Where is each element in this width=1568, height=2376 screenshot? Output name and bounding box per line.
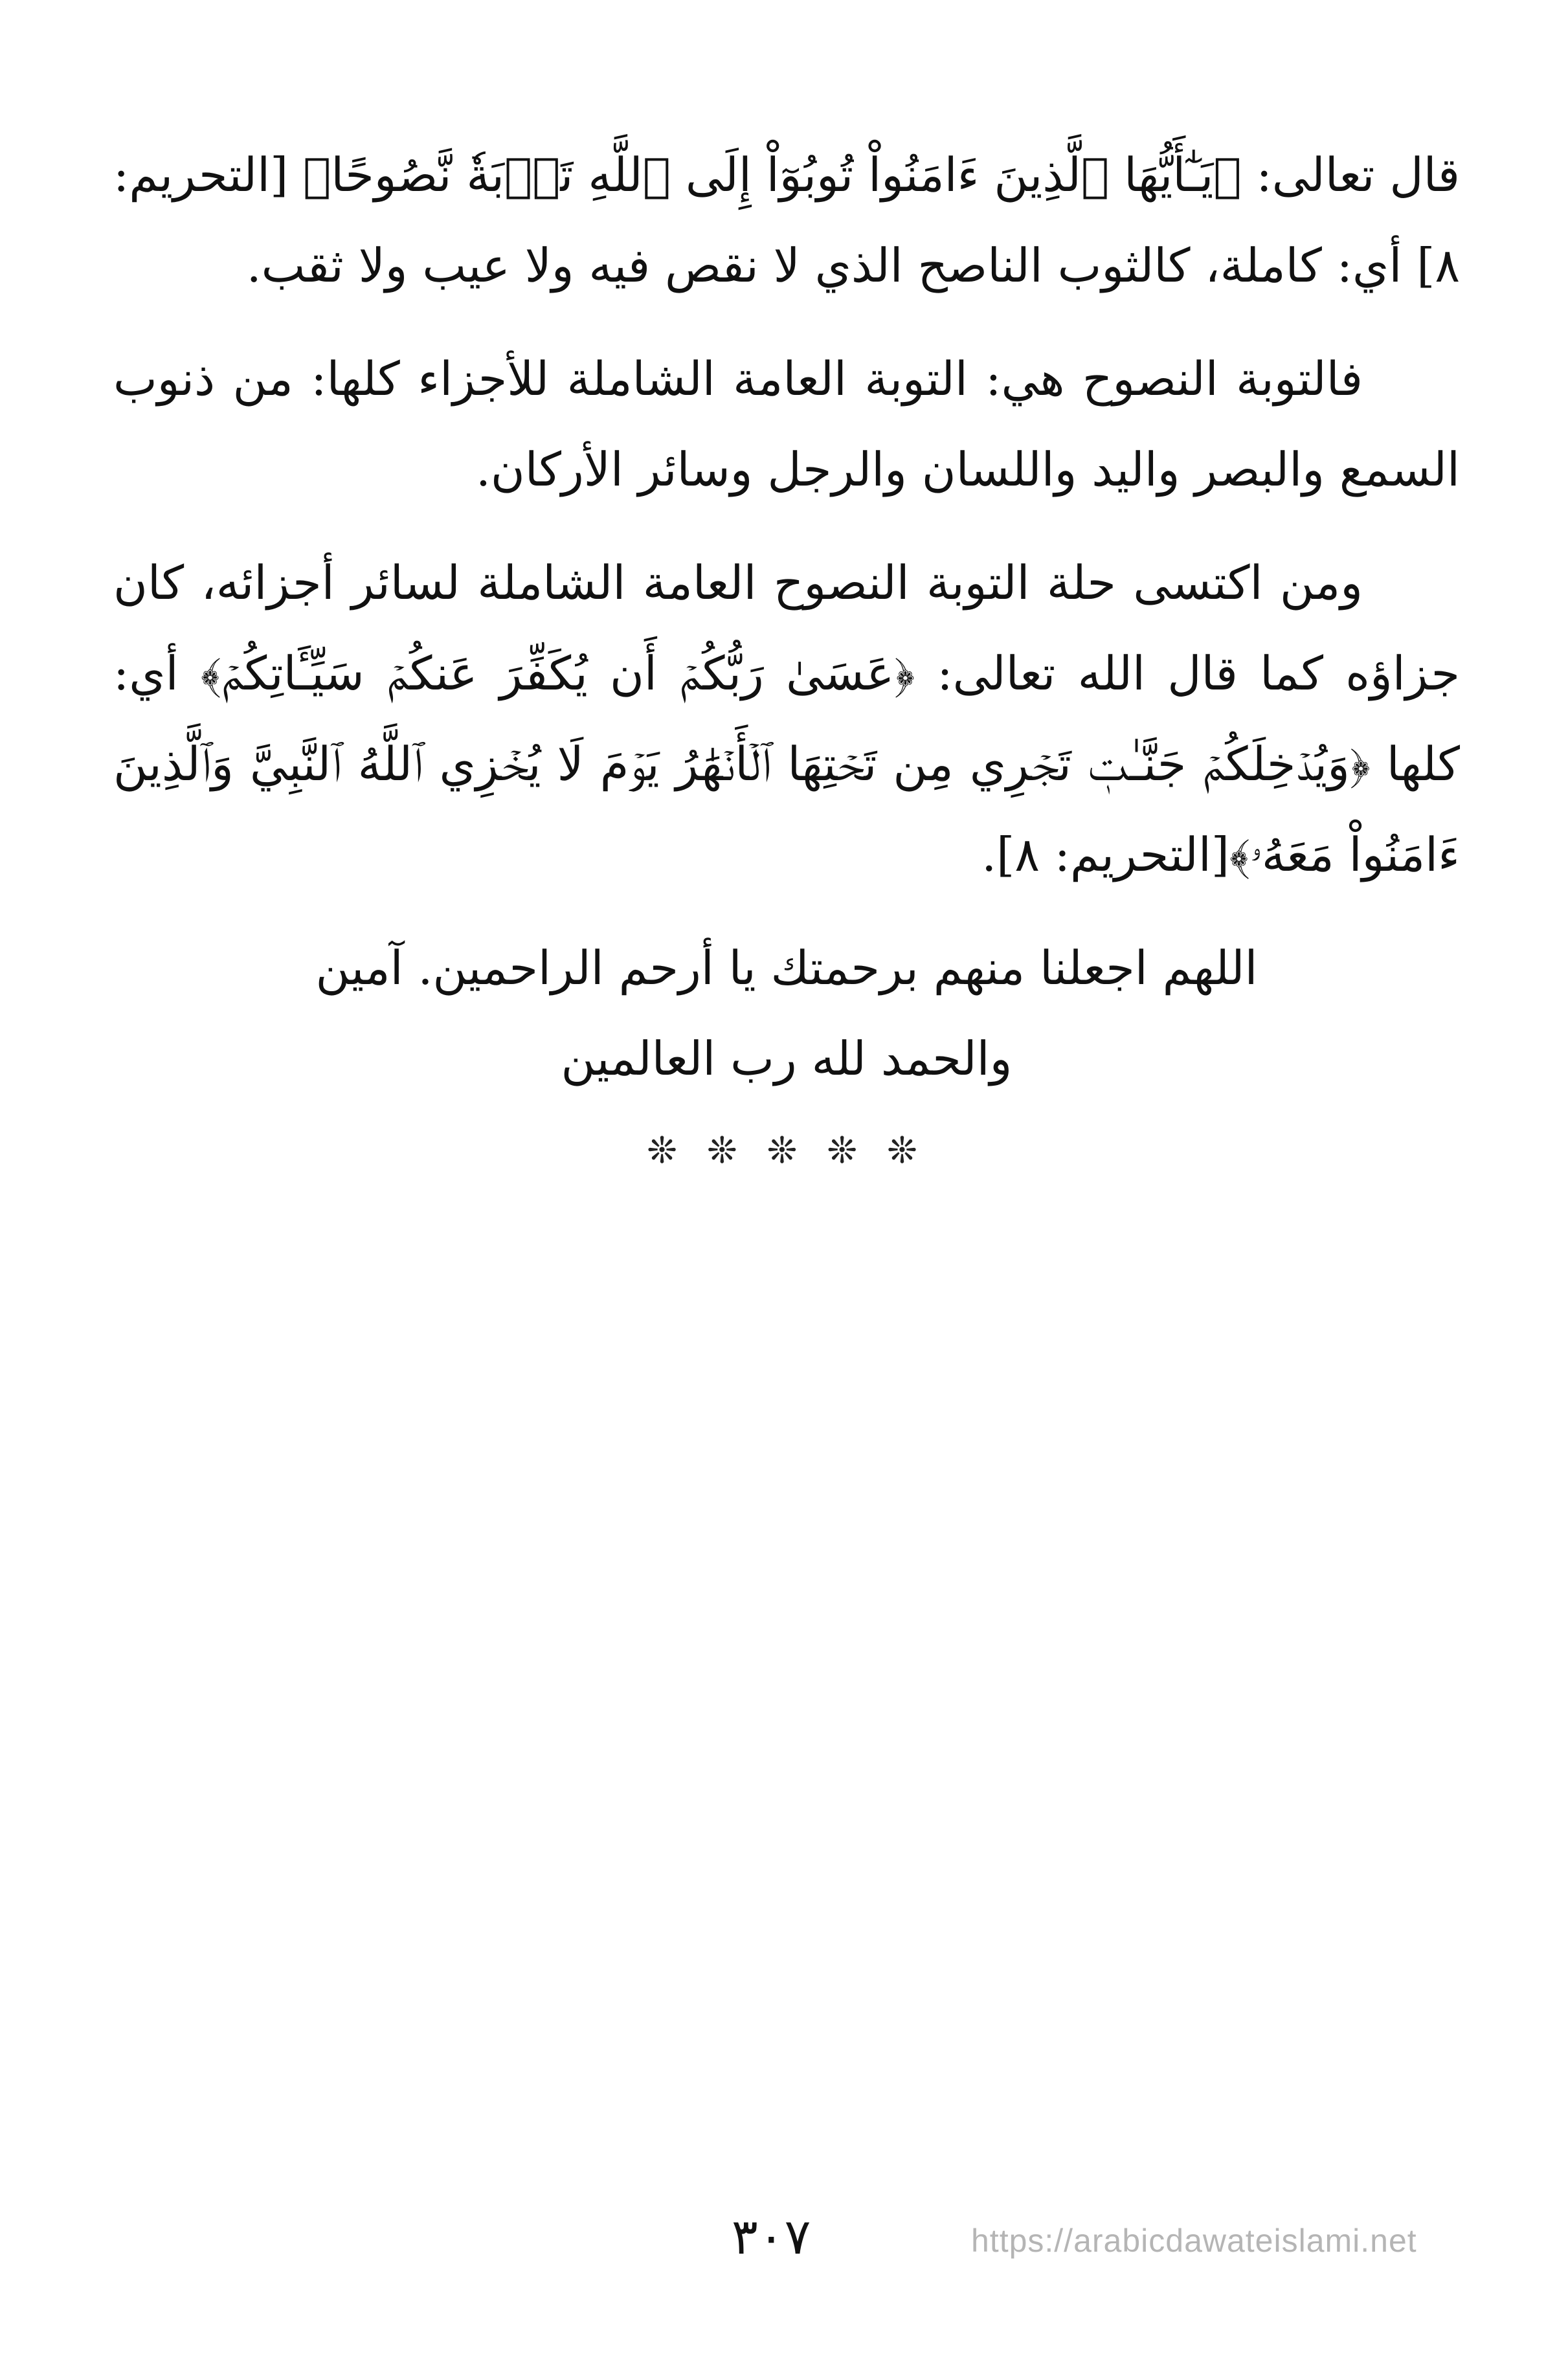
section-divider-stars: ❊ ❊ ❊ ❊ ❊ [647,1130,926,1172]
page-footer [0,2208,1568,2285]
paragraph-1: قال تعالى: ﴿يَـٰٓأَيُّهَا ٱلَّذِينَ ءَامَنُواْ تُوبُوٓاْ إِلَى ٱللَّهِ تَوۡبَةٗ نَّصُوحًا﴾ [التحريم: ٨] أي: كاملة، كالثوب الناصح الذي لا نقص فيه ولا عيب ولا ثقب. [113,148,1460,293]
main-text [113,129,1460,1172]
closing-praise: والحمد لله رب العالمين [561,1031,1013,1086]
paragraph-2: فالتوبة النصوح هي: التوبة العامة الشاملة للأجزاء كلها: من ذنوب السمع والبصر واليد واللسان والرجل وسائر الأركان. [113,352,1460,497]
page-number: ٣٠٧ [732,2208,811,2265]
closing-prayer: اللهم اجعلنا منهم برحمتك يا أرحم الراحمين. آمين [315,941,1258,995]
paragraph-3: ومن اكتسى حلة التوبة النصوح العامة الشاملة لسائر أجزائه، كان جزاؤه كما قال الله تعالى: ﴿عَسَىٰ رَبُّكُمۡ أَن يُكَفِّرَ عَنكُمۡ سَيِّـَٔاتِكُمۡ﴾ أي: كلها ﴿وَيُدۡخِلَكُمۡ جَنَّـٰتٖ تَجۡرِي مِن تَحۡتِهَا ٱلۡأَنۡهَٰرُ يَوۡمَ لَا يُخۡزِي ٱللَّهُ ٱلنَّبِيَّ وَٱلَّذِينَ ءَامَنُواْ مَعَهُۥ﴾[التحريم: ٨]. [113,555,1460,882]
watermark-url: https://arabicdawateislami.net [971,2223,1417,2259]
